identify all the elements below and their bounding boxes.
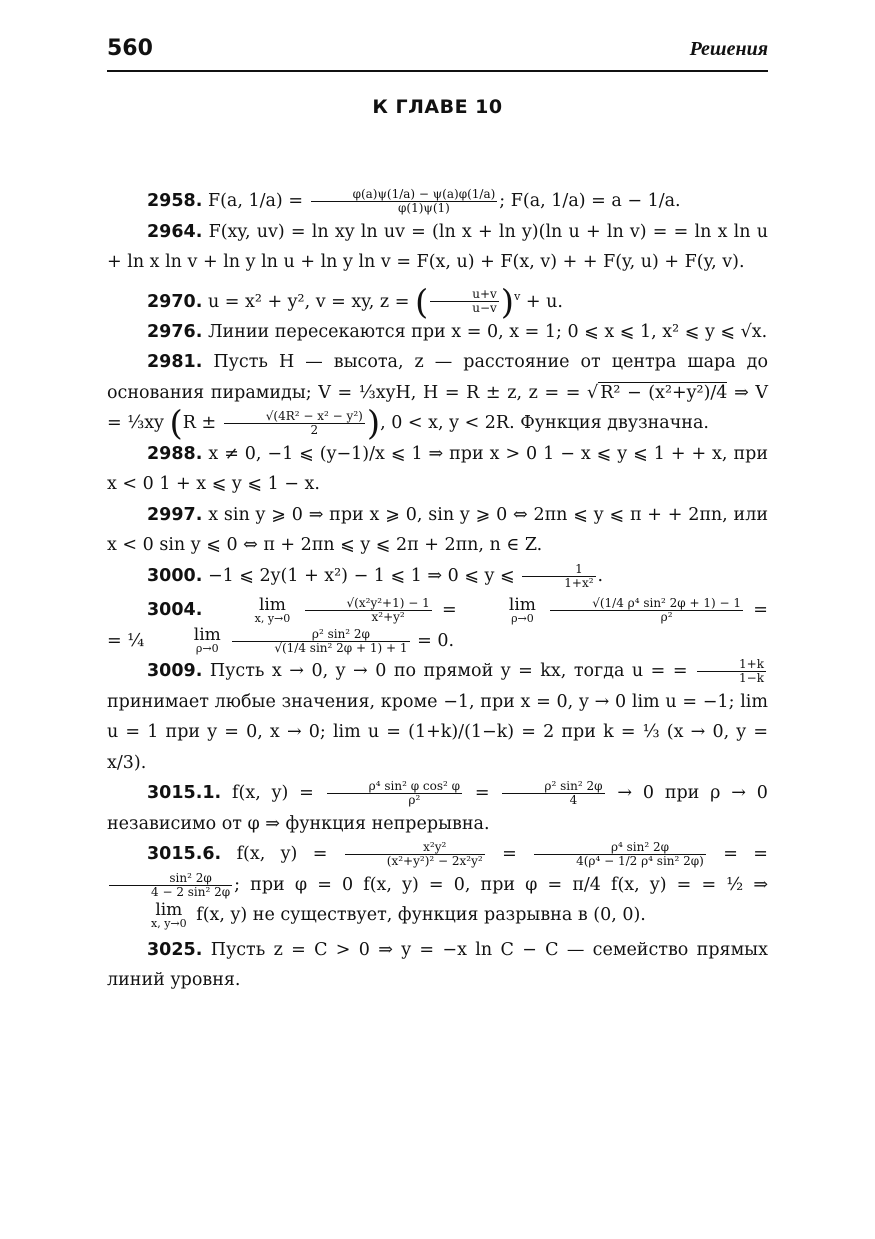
fraction [697,658,766,685]
fraction [224,410,365,437]
fraction-denominator: 4 [502,793,604,807]
fraction-denominator: 1+x² [522,576,595,590]
fraction-denominator: x²+y² [305,610,432,624]
formula-text: = [441,600,457,621]
limit [469,594,536,625]
fraction-denominator: u−v [430,301,499,315]
formula-text: f(x, y) не существует, функция разрывна в (0, 0). [196,905,646,926]
fraction-numerator: ρ⁴ sin² 2φ [610,840,670,855]
problem-2964 [107,217,768,278]
fraction [109,872,232,899]
problem-number: 2958. [147,191,203,211]
paren-open: ( [414,281,429,322]
fraction-numerator: ρ² sin² 2φ [311,626,370,641]
fraction-numerator: ρ⁴ sin² φ cos² φ [368,779,461,794]
formula-text: . [597,565,604,586]
formula-text: x sin y ⩾ 0 ⇒ при x ⩾ 0, sin y ⩾ 0 ⇔ 2πn ⩽ y ⩽ π + + 2πn, или x < 0 sin y ⩽ 0 ⇔ π + 2πn ⩽ y ⩽ 2π + 2πn, n ∈ Z. [107,504,768,556]
formula-text: u = x² + y², v = xy, z = [207,291,410,312]
problem-2958 [107,186,768,217]
fraction [311,188,498,215]
formula-text: → 0 при ρ → 0 независимо от φ ⇒ функция непрерывна. [107,783,768,834]
formula-text: принимает любые значения, кроме −1, при x = 0, y → 0 lim u = −1; lim u = 1 при y = 0, x → 0; lim u = (1+k)/(1−k) = 2 при k = ⅓ (x → 0, y = x/3). [107,691,768,773]
running-header [107,36,768,68]
formula-text: f(x, y) = [236,844,328,865]
formula-text: = 0. [417,630,455,651]
formula-text: −1 ⩽ 2y(1 + x²) − 1 ⩽ 1 ⇒ 0 ⩽ y ⩽ [207,565,515,586]
problem-number: 2976. [147,321,203,342]
problem-number: 2964. [147,221,203,242]
paren-close: ) [500,281,515,322]
fraction-numerator: x²y² [423,840,447,855]
problem-number: 2970. [147,291,203,312]
formula-text: = [502,844,517,865]
fraction-denominator: 4 − 2 sin² 2φ [109,885,232,899]
problem-number: 3004. [147,600,203,621]
chapter-title: К ГЛАВЕ 10 [372,96,503,118]
problem-2997 [107,500,768,561]
sqrt-expression: R² − (x²+y²)/4 [600,382,728,403]
formula-text: = ¼ [107,630,145,651]
fraction [305,597,432,624]
formula-text: ; при φ = 0 f(x, y) = 0, при φ = π/4 f(x, y) = = ½ ⇒ [234,874,768,895]
fraction-denominator: φ(1)ψ(1) [311,201,498,215]
problem-number: 3025. [147,939,203,960]
limit-operator: lim [193,625,221,646]
problem-number: 2981. [147,352,203,373]
fraction-numerator: u+v [472,287,497,302]
fraction-numerator: ρ² sin² 2φ [544,779,603,794]
limit-operator: lim [155,899,183,920]
fraction [345,841,485,868]
limit [215,594,291,625]
limit-operator: lim [258,594,286,615]
fraction-numerator: 1+k [739,657,764,672]
fraction [327,780,462,807]
fraction-denominator: √(1/4 sin² 2φ + 1) + 1 [232,641,409,655]
formula-text: = = [723,844,768,865]
limit-operator: lim [508,594,536,615]
problem-2988 [107,439,768,500]
problem-number: 2997. [147,504,203,525]
fraction-numerator: √(x²y²+1) − 1 [346,596,430,611]
formula-text: Пусть H — высота, z — расстояние от центра шара до основания пирамиды; V = ⅓xyH, H = R ± z, z = = [107,352,768,403]
formula-text: = [753,600,768,621]
paren-close: ) [366,403,381,444]
limit-subscript: ρ→0 [195,642,219,656]
fraction-numerator: φ(a)ψ(1/a) − ψ(a)φ(1/a) [352,187,496,201]
formula-text: F(a, 1/a) = [207,191,303,211]
fraction [550,597,743,624]
fraction-denominator: 4(ρ⁴ − 1/2 ρ⁴ sin² 2φ) [534,854,706,868]
fraction-denominator: 1−k [697,671,766,685]
problem-2976 [107,317,768,348]
fraction [430,288,499,315]
problem-number: 3015.1. [147,783,222,804]
formula-text: R ± [182,413,217,434]
limit-subscript: x, y→0 [151,916,187,930]
page-number: 560 [107,36,153,61]
problem-3025 [107,935,768,996]
fraction [232,628,409,655]
problem-number: 3009. [147,661,203,682]
formula-text: x ≠ 0, −1 ⩽ (y−1)/x ⩽ 1 ⇒ при x > 0 1 − x ⩽ y ⩽ 1 + + x, при x < 0 1 + x ⩽ y ⩽ 1 − x. [107,443,768,495]
fraction-numerator: 1 [575,561,583,576]
problem-2970: 2970. u = x² + y², v = xy, z = ( $\frac{u+v}{u-v}$ )$^v$ + u. [147,281,563,322]
formula-text: Пусть x → 0, y → 0 по прямой y = kx, тогда u = = [209,661,688,682]
fraction-denominator: ρ² [327,793,462,807]
formula-text: ⇒ V = ⅓xy [107,382,768,434]
paren-open: ( [169,403,183,444]
formula-text: F(xy, uv) = ln xy ln uv = (ln x + ln y)(ln u + ln v) = = ln x ln u + ln x ln v + ln y ln u + ln y ln v = F(x, u) + F(x, v) + + F(y, u) + F(y, v). [107,221,768,272]
formula-text: Линии пересекаются при x = 0, x = 1; 0 ⩽ x ⩽ 1, x² ⩽ y ⩽ √x. [207,321,768,342]
problem-number: 3000. [147,565,203,586]
fraction-numerator: sin² 2φ [169,870,212,885]
formula-text: + u. [525,291,563,312]
problem-number: 3015.6. [147,844,222,865]
formula-text: f(x, y) = [232,783,314,804]
problem-3015-1 [107,778,768,839]
formula-text: , 0 < x, y < 2R. Функция двузначна. [380,413,709,434]
limit [111,899,187,930]
formula-text: ; F(a, 1/a) = a − 1/a. [499,191,681,211]
problem-2981: 2981. Пусть H — высота, z — расстояние от центра шара до основания пирамиды; V = ⅓xyH, H = R ± z, z = = √ R² − (x²+y²)/4 ⇒ V = ⅓xy (R ± $\frac{\text{√(4R² − x² − y²)}}{2}$ ), 0 < x, y < 2R. Функция двузначна. [107,352,768,444]
section-title: Решения [689,38,768,60]
fraction-denominator: ρ² [550,610,743,624]
fraction-numerator: √(4R² − x² − y²) [265,409,363,424]
fraction [502,780,604,807]
formula-text: Пусть z = C > 0 ⇒ y = −x ln C − C — семейство прямых линий уровня. [107,939,768,991]
problem-3000 [107,561,768,592]
header-rule [107,70,768,72]
problem-3009 [107,656,768,778]
limit-subscript: ρ→0 [511,611,534,625]
fraction-denominator: 2 [224,423,365,437]
problem-number: 2988. [147,443,203,464]
problem-3004 [107,595,768,656]
fraction [522,563,595,590]
fraction-numerator: √(1/4 ρ⁴ sin² 2φ + 1) − 1 [592,596,742,611]
fraction-denominator: (x²+y²)² − 2x²y² [345,854,485,868]
solutions-body [107,186,768,996]
formula-text: = [474,783,490,804]
problem-3015-6 [107,839,768,931]
limit-subscript: x, y→0 [254,611,291,625]
fraction [534,841,706,868]
limit [154,627,221,655]
